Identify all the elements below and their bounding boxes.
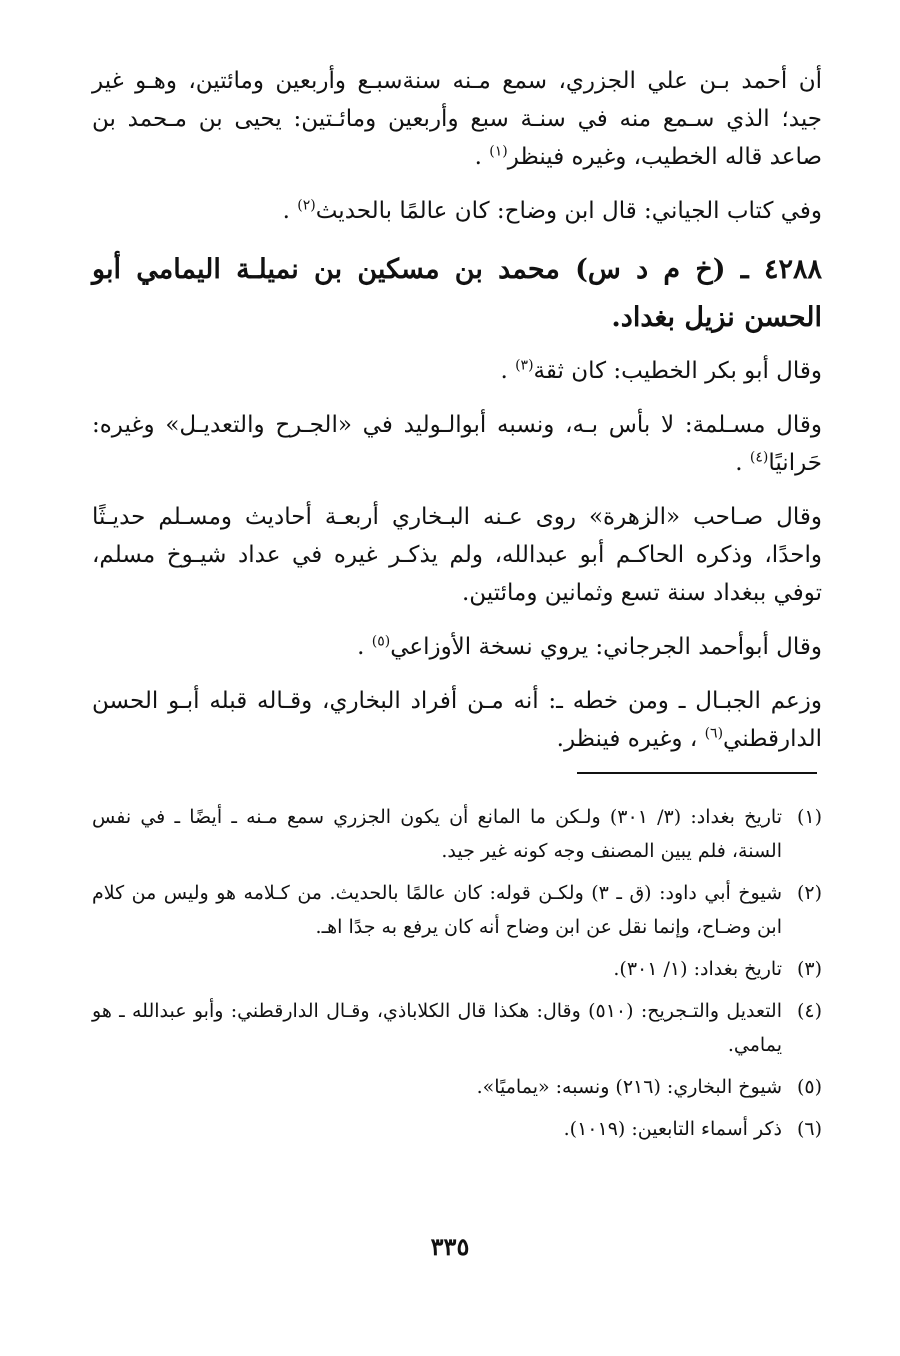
footnote-item <box>92 952 822 986</box>
paragraph-2-text: وفي كتاب الجياني: قال ابن وضاح: كان عالمًا بالحديث <box>315 198 822 224</box>
footnote-divider <box>577 772 817 774</box>
footnote-ref-3[interactable]: (٣) <box>515 357 534 374</box>
footnote-ref-4[interactable]: (٤) <box>749 449 769 466</box>
footnote-ref-2[interactable]: (٢) <box>297 197 316 214</box>
paragraph-4-end: . <box>735 450 743 476</box>
paragraph-7-tail: ، وغيره فينظر. <box>556 726 698 752</box>
footnote-item <box>92 876 822 944</box>
footnote-ref-5[interactable]: (٥) <box>371 633 391 650</box>
paragraph-3-text: وقال أبو بكر الخطيب: كان ثقة <box>533 358 822 384</box>
paragraph-6-end: . <box>357 634 365 660</box>
paragraph-1 <box>92 62 822 176</box>
footnote-ref-1[interactable]: (١) <box>489 143 508 160</box>
paragraph-4 <box>92 406 822 482</box>
paragraph-6-text: وقال أبوأحمد الجرجاني: يروي نسخة الأوزاعي <box>390 634 822 660</box>
entry-heading: ٤٢٨٨ ـ (خ م د س) محمد بن مسكين بن نميلـة اليمامي أبو الحسن نزيل بغداد. <box>92 254 822 333</box>
footnote-number: (٦) <box>796 1118 822 1140</box>
footnote-number: (٤) <box>796 1000 822 1022</box>
footnote-text: التعديل والتـجريح: (٥١٠) وقال: هكذا قال الكلاباذي، وقـال الدارقطني: وأبو عبدالله ـ هو يمامي. <box>92 1000 782 1056</box>
footnote-text: تاريخ بغداد: (٣/ ٣٠١) ولـكن ما المانع أن يكون الجزري سمع مـنه ـ أيضًا ـ في نفس السنة، فلم يبين المصنف وجه كونه غير جيد. <box>92 806 782 862</box>
footnote-number: (١) <box>796 806 822 828</box>
paragraph-3 <box>92 352 822 390</box>
paragraph-4-text: وقال مسـلمة: لا بأس بـه، ونسبه أبوالـوليد في «الجـرح والتعديـل» وغيره: حَرانيًا <box>92 412 822 476</box>
paragraph-2-end: . <box>282 198 290 224</box>
footnote-text: تاريخ بغداد: (١/ ٣٠١). <box>613 958 782 980</box>
main-text <box>92 62 822 774</box>
footnote-ref-6[interactable]: (٦) <box>704 725 724 742</box>
paragraph-7-text: وزعم الجبـال ـ ومن خطه ـ: أنه مـن أفراد البخاري، وقـاله قبله أبـو الحسن الدارقطني <box>92 688 822 752</box>
paragraph-1-text: أن أحمد بـن علي الجزري، سمع مـنه سنةسبـع وأربعين ومائتين، وهـو غير جيد؛ الذي سـمع منه في سنـة سبع وأربعين ومائـتين: يحيى بن مـحمد بن صاعد قاله الخطيب، وغيره فينظر <box>92 68 822 170</box>
paragraph-1-end: . <box>474 144 482 170</box>
footnote-number: (٥) <box>796 1076 822 1098</box>
footnote-item <box>92 994 822 1062</box>
footnote-item <box>92 1112 822 1146</box>
paragraph-5: وقال صـاحب «الزهرة» روى عـنه البـخاري أربعـة أحاديث ومسـلم حديـثًا واحدًا، وذكره الحاكـم أبو عبدالله، ولم يذكـر غيره في عداد شيـوخ مسلم، توفي ببغداد سنة تسع وثمانين ومائتين. <box>92 504 822 606</box>
footnote-item <box>92 800 822 868</box>
footnote-item <box>92 1070 822 1104</box>
paragraph-2 <box>92 192 822 230</box>
paragraph-7 <box>92 682 822 758</box>
footnote-number: (٣) <box>796 958 822 980</box>
page-number: ٣٣٥ <box>430 1232 470 1261</box>
paragraph-6 <box>92 628 822 666</box>
footnotes <box>92 800 822 1154</box>
footnote-text: شيوخ البخاري: (٢١٦) ونسبه: «يماميًا». <box>476 1076 782 1098</box>
footnote-text: شيوخ أبي داود: (ق ـ ٣) ولكـن قوله: كان عالمًا بالحديث. من كـلامه هو وليس من كلام ابن وضـاح، وإنما نقل عن ابن وضاح أنه كان يرفع به جدًا اهـ. <box>92 882 782 938</box>
footnote-text: ذكر أسماء التابعين: (١٠١٩). <box>563 1118 782 1140</box>
paragraph-3-end: . <box>500 358 508 384</box>
footnote-number: (٢) <box>796 882 822 904</box>
